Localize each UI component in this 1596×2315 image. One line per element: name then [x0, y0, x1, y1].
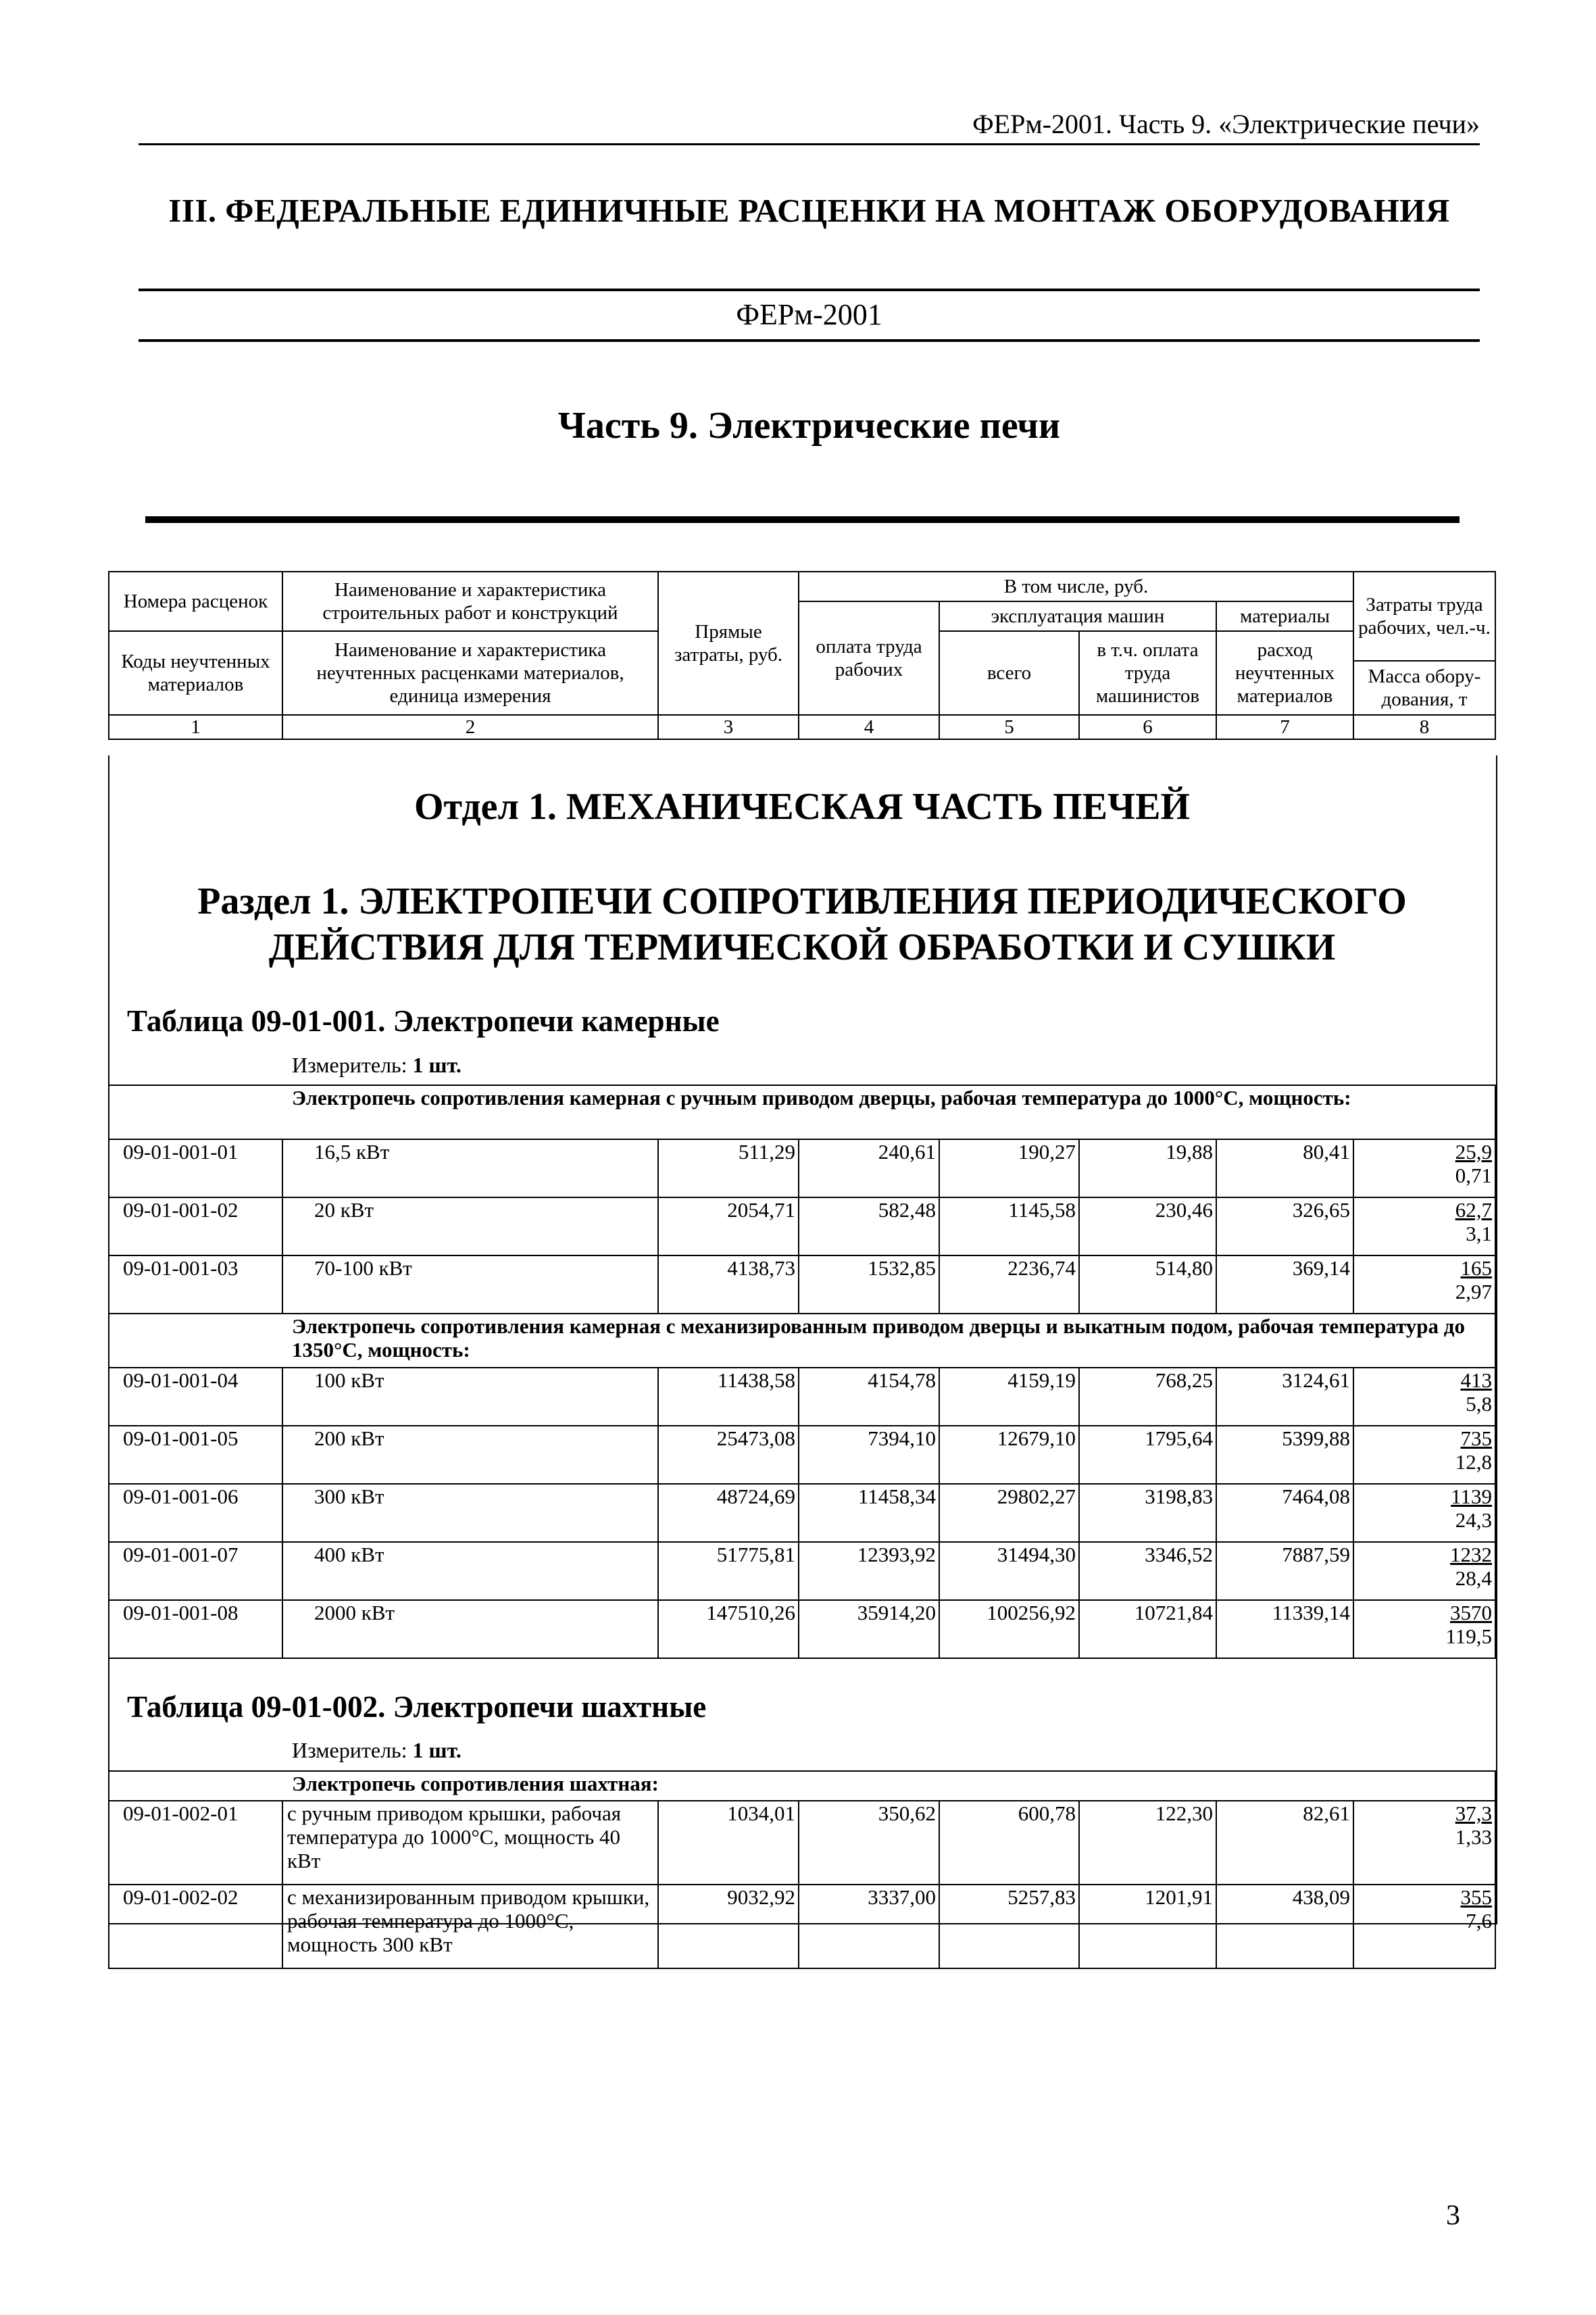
page-number: 3: [1446, 2200, 1460, 2231]
header-col5: всего: [939, 631, 1079, 715]
materials-cost: 80,41: [1216, 1139, 1353, 1197]
machines-cost: 1145,58: [939, 1197, 1079, 1255]
unit-value: 1 шт.: [412, 1053, 462, 1077]
materials-cost: 5399,88: [1216, 1426, 1353, 1484]
equipment-mass: 3,1: [1466, 1222, 1492, 1245]
equipment-mass: 0,71: [1455, 1164, 1492, 1187]
operators-cost: 10721,84: [1079, 1600, 1216, 1658]
equipment-mass: 12,8: [1455, 1450, 1492, 1474]
direct-cost: 1034,01: [658, 1801, 799, 1885]
collection-code: ФЕРм-2001: [736, 298, 882, 331]
work-name: 20 кВт: [282, 1197, 658, 1255]
work-name: 100 кВт: [282, 1368, 658, 1426]
labor-hours-and-mass: [1353, 1484, 1495, 1542]
labor-cost: 3337,00: [799, 1885, 939, 1968]
labor-hours-and-mass: [1353, 1426, 1495, 1484]
labor-cost: 7394,10: [799, 1426, 939, 1484]
unit-label: Измеритель:: [292, 1053, 407, 1077]
equipment-mass: 24,3: [1455, 1508, 1492, 1532]
rate-code: 09-01-001-01: [109, 1139, 282, 1197]
materials-cost: 82,61: [1216, 1801, 1353, 1885]
machines-cost: 2236,74: [939, 1255, 1079, 1314]
direct-cost: 48724,69: [658, 1484, 799, 1542]
header-col7: расход неучтенных материалов: [1216, 631, 1353, 715]
direct-cost: 25473,08: [658, 1426, 799, 1484]
labor-hours: 3570: [1450, 1601, 1492, 1624]
rate-code: 09-01-002-02: [109, 1885, 282, 1968]
machines-cost: 31494,30: [939, 1542, 1079, 1600]
equipment-mass: 119,5: [1445, 1624, 1492, 1648]
equipment-mass: 28,4: [1455, 1566, 1492, 1590]
unit-value: 1 шт.: [412, 1738, 462, 1762]
machines-cost: 29802,27: [939, 1484, 1079, 1542]
labor-hours: 62,7: [1455, 1198, 1492, 1222]
machines-cost: 100256,92: [939, 1600, 1079, 1658]
operators-cost: 122,30: [1079, 1801, 1216, 1885]
chapter-heading: III. ФЕДЕРАЛЬНЫЕ ЕДИНИЧНЫЕ РАСЦЕНКИ НА МОНТАЖ ОБОРУДОВАНИЯ: [168, 192, 1450, 229]
labor-hours-and-mass: [1353, 1255, 1495, 1314]
table2-grid: [108, 1770, 1496, 1969]
labor-cost: 240,61: [799, 1139, 939, 1197]
equipment-mass: 1,33: [1455, 1825, 1492, 1849]
materials-cost: 7887,59: [1216, 1542, 1353, 1600]
direct-cost: 51775,81: [658, 1542, 799, 1600]
work-name: 200 кВт: [282, 1426, 658, 1484]
operators-cost: 768,25: [1079, 1368, 1216, 1426]
equipment-mass: 7,6: [1466, 1909, 1492, 1933]
labor-cost: 11458,34: [799, 1484, 939, 1542]
direct-cost: 511,29: [658, 1139, 799, 1197]
labor-cost: 35914,20: [799, 1600, 939, 1658]
operators-cost: 3346,52: [1079, 1542, 1216, 1600]
labor-hours-and-mass: [1353, 1139, 1495, 1197]
labor-hours: 1139: [1451, 1485, 1492, 1508]
column-number: 2: [282, 715, 658, 739]
materials-cost: 438,09: [1216, 1885, 1353, 1968]
column-number: 3: [658, 715, 799, 739]
column-number: 5: [939, 715, 1079, 739]
column-number: 7: [1216, 715, 1353, 739]
column-number: 1: [109, 715, 282, 739]
direct-cost: 4138,73: [658, 1255, 799, 1314]
rate-code: 09-01-001-03: [109, 1255, 282, 1314]
labor-cost: 4154,78: [799, 1368, 939, 1426]
rate-code: 09-01-001-07: [109, 1542, 282, 1600]
rate-code: 09-01-002-01: [109, 1801, 282, 1885]
work-name: 2000 кВт: [282, 1600, 658, 1658]
table2-unit: [292, 1738, 462, 1763]
code-rule-bottom: [139, 339, 1480, 342]
table1-title: Таблица 09-01-001. Электропечи камерные: [127, 1004, 720, 1038]
materials-cost: 369,14: [1216, 1255, 1353, 1314]
rate-code: 09-01-001-02: [109, 1197, 282, 1255]
direct-cost: 11438,58: [658, 1368, 799, 1426]
part-title: Часть 9. Электрические печи: [557, 405, 1061, 447]
work-name: 16,5 кВт: [282, 1139, 658, 1197]
rate-code: 09-01-001-08: [109, 1600, 282, 1658]
machines-cost: 5257,83: [939, 1885, 1079, 1968]
labor-hours: 355: [1460, 1885, 1492, 1909]
header-col8-bottom: Масса обору- дования, т: [1353, 661, 1495, 715]
labor-hours: 735: [1460, 1426, 1492, 1450]
labor-hours-and-mass: [1353, 1197, 1495, 1255]
direct-cost: 147510,26: [658, 1600, 799, 1658]
labor-hours: 1232: [1450, 1543, 1492, 1566]
section-title: [108, 878, 1496, 970]
labor-hours: 413: [1460, 1368, 1492, 1392]
group-caption: Электропечь сопротивления камерная с механизированным приводом дверцы и выкатным подом, рабочая температура до 1350°С, мощность:: [109, 1314, 1495, 1368]
section-title-line: ДЕЙСТВИЯ ДЛЯ ТЕРМИЧЕСКОЙ ОБРАБОТКИ И СУШКИ: [268, 926, 1336, 968]
equipment-mass: 2,97: [1455, 1280, 1492, 1303]
labor-cost: 1532,85: [799, 1255, 939, 1314]
equipment-mass: 5,8: [1466, 1392, 1492, 1416]
labor-cost: 582,48: [799, 1197, 939, 1255]
machines-cost: 4159,19: [939, 1368, 1079, 1426]
operators-cost: 230,46: [1079, 1197, 1216, 1255]
work-name: с ручным приводом крышки, рабочая температура до 1000°С, мощность 40 кВт: [282, 1801, 658, 1885]
section-title-line: Раздел 1. ЭЛЕКТРОПЕЧИ СОПРОТИВЛЕНИЯ ПЕРИОДИЧЕСКОГО: [197, 880, 1407, 922]
header-col8-top: Затраты труда рабочих, чел.-ч.: [1353, 572, 1495, 661]
labor-hours-and-mass: [1353, 1368, 1495, 1426]
direct-cost: 9032,92: [658, 1885, 799, 1968]
labor-cost: 12393,92: [799, 1542, 939, 1600]
column-number: 8: [1353, 715, 1495, 739]
unit-label: Измеритель:: [292, 1738, 407, 1762]
labor-hours-and-mass: [1353, 1600, 1495, 1658]
rate-code: 09-01-001-04: [109, 1368, 282, 1426]
group-caption: Электропечь сопротивления шахтная:: [109, 1771, 1495, 1801]
labor-hours-and-mass: [1353, 1885, 1495, 1968]
machines-cost: 190,27: [939, 1139, 1079, 1197]
materials-cost: 11339,14: [1216, 1600, 1353, 1658]
operators-cost: 1795,64: [1079, 1426, 1216, 1484]
group-caption: Электропечь сопротивления камерная с ручным приводом дверцы, рабочая температура до 1000°С, мощность:: [109, 1085, 1495, 1139]
running-header: ФЕРм-2001. Часть 9. «Электрические печи»: [972, 109, 1480, 139]
code-rule-top: [139, 289, 1480, 291]
operators-cost: 514,80: [1079, 1255, 1216, 1314]
labor-cost: 350,62: [799, 1801, 939, 1885]
labor-hours: 165: [1460, 1256, 1492, 1280]
header-rule: [139, 143, 1480, 145]
header-col4: оплата труда рабочих: [799, 601, 939, 715]
rate-code: 09-01-001-06: [109, 1484, 282, 1542]
table1-grid: [108, 1085, 1496, 1659]
column-number: 6: [1079, 715, 1216, 739]
direct-cost: 2054,71: [658, 1197, 799, 1255]
department-title: Отдел 1. МЕХАНИЧЕСКАЯ ЧАСТЬ ПЕЧЕЙ: [414, 786, 1190, 828]
operators-cost: 3198,83: [1079, 1484, 1216, 1542]
operators-cost: 1201,91: [1079, 1885, 1216, 1968]
header-col2-bottom: Наименование и характеристика неучтенных расценками материалов, единица измерения: [282, 631, 658, 715]
rate-code: 09-01-001-05: [109, 1426, 282, 1484]
machines-cost: 600,78: [939, 1801, 1079, 1885]
operators-cost: 19,88: [1079, 1139, 1216, 1197]
materials-cost: 7464,08: [1216, 1484, 1353, 1542]
header-col2-top: Наименование и характеристика строительных работ и конструкций: [282, 572, 658, 631]
labor-hours: 37,3: [1455, 1801, 1492, 1825]
work-name: 400 кВт: [282, 1542, 658, 1600]
labor-hours-and-mass: [1353, 1542, 1495, 1600]
header-col1-bottom: Коды неучтенных материалов: [109, 631, 282, 715]
header-col3: Прямые затраты, руб.: [658, 572, 799, 715]
machines-cost: 12679,10: [939, 1426, 1079, 1484]
table2-title: Таблица 09-01-002. Электропечи шахтные: [127, 1690, 707, 1724]
labor-hours: 25,9: [1455, 1140, 1492, 1164]
header-group-incl: В том числе, руб.: [799, 572, 1353, 601]
column-number: 4: [799, 715, 939, 739]
table1-unit: [292, 1053, 462, 1078]
column-header-table: [108, 571, 1496, 740]
materials-cost: 326,65: [1216, 1197, 1353, 1255]
header-group-materials: материалы: [1216, 601, 1353, 631]
thick-rule: [145, 516, 1460, 523]
work-name: 300 кВт: [282, 1484, 658, 1542]
materials-cost: 3124,61: [1216, 1368, 1353, 1426]
work-name: с механизированным приводом крышки, рабочая температура до 1000°С, мощность 300 кВт: [282, 1885, 658, 1968]
header-col6: в т.ч. оплата труда машинистов: [1079, 631, 1216, 715]
work-name: 70-100 кВт: [282, 1255, 658, 1314]
labor-hours-and-mass: [1353, 1801, 1495, 1885]
header-group-machines: эксплуатация машин: [939, 601, 1216, 631]
header-col1-top: Номера расценок: [109, 572, 282, 631]
